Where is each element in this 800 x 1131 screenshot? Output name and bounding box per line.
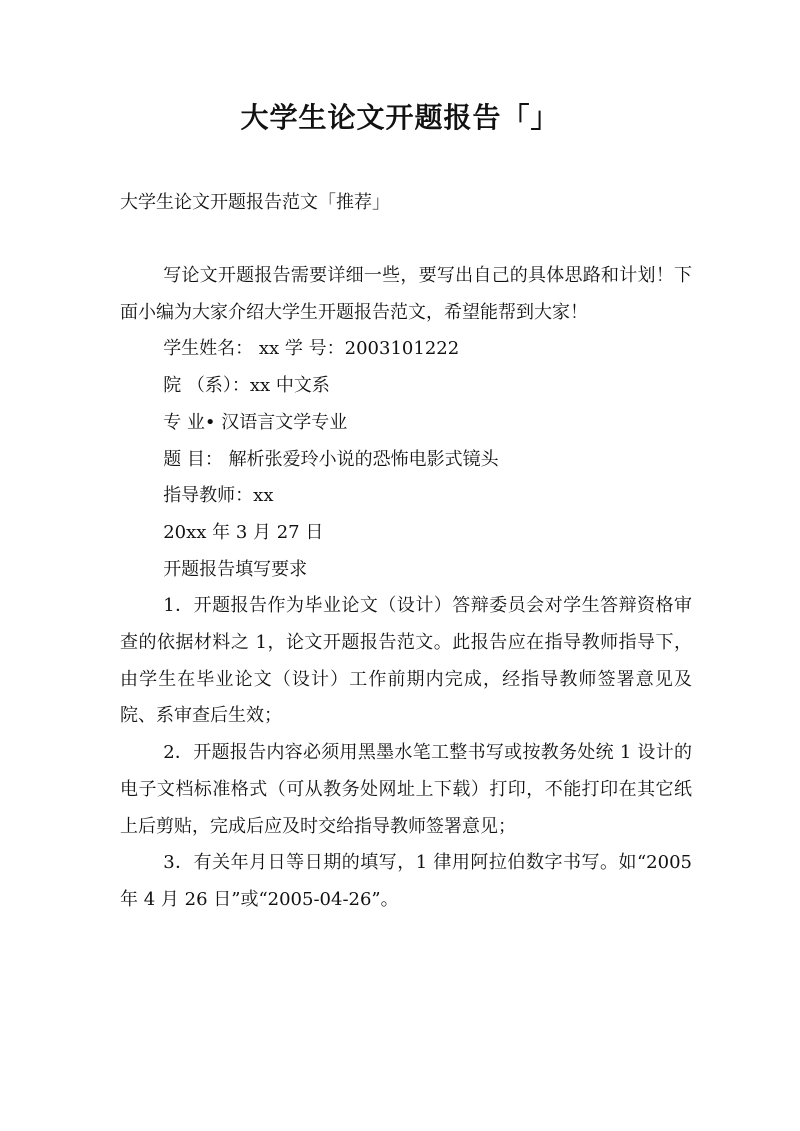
advisor-line: 指导教师：xx	[163, 485, 274, 507]
topic-line: 题 目： 解析张爱玲小说的恐怖电影式镜头	[163, 448, 499, 470]
requirement-1: 1．开题报告作为毕业论文（设计）答辩委员会对学生答辩资格审查的依据材料之 1，论文开题报告范文。此报告应在指导教师指导下，由学生在毕业论文（设计）工作前期内完成，经指导教师签署意见及院、系审查后生效；	[120, 595, 692, 727]
student-info-line: 学生姓名： xx 学 号：2003101222	[163, 338, 460, 360]
intro-paragraph: 写论文开题报告需要详细一些，要写出自己的具体思路和计划！下面小编为大家介绍大学生开题报告范文，希望能帮到大家！	[120, 265, 692, 323]
requirement-3: 3．有关年月日等日期的填写，1 律用阿拉伯数字书写。如“2005 年 4 月 26 日”或“2005-04-26”。	[120, 852, 692, 910]
requirements-heading: 开题报告填写要求	[163, 558, 308, 580]
department-line: 院 （系）：xx 中文系	[163, 375, 330, 397]
document-title: 大学生论文开题报告「」	[240, 101, 560, 134]
document-body	[120, 258, 692, 919]
major-line: 专 业• 汉语言文学专业	[163, 411, 348, 433]
date-line: 20xx 年 3 月 27 日	[163, 521, 324, 543]
document-subtitle: 大学生论文开题报告范文「推荐」	[120, 192, 390, 213]
requirement-2: 2．开题报告内容必须用黑墨水笔工整书写或按教务处统 1 设计的电子文档标准格式（可从教务处网址上下载）打印，不能打印在其它纸上后剪贴，完成后应及时交给指导教师签署意见；	[120, 742, 692, 837]
